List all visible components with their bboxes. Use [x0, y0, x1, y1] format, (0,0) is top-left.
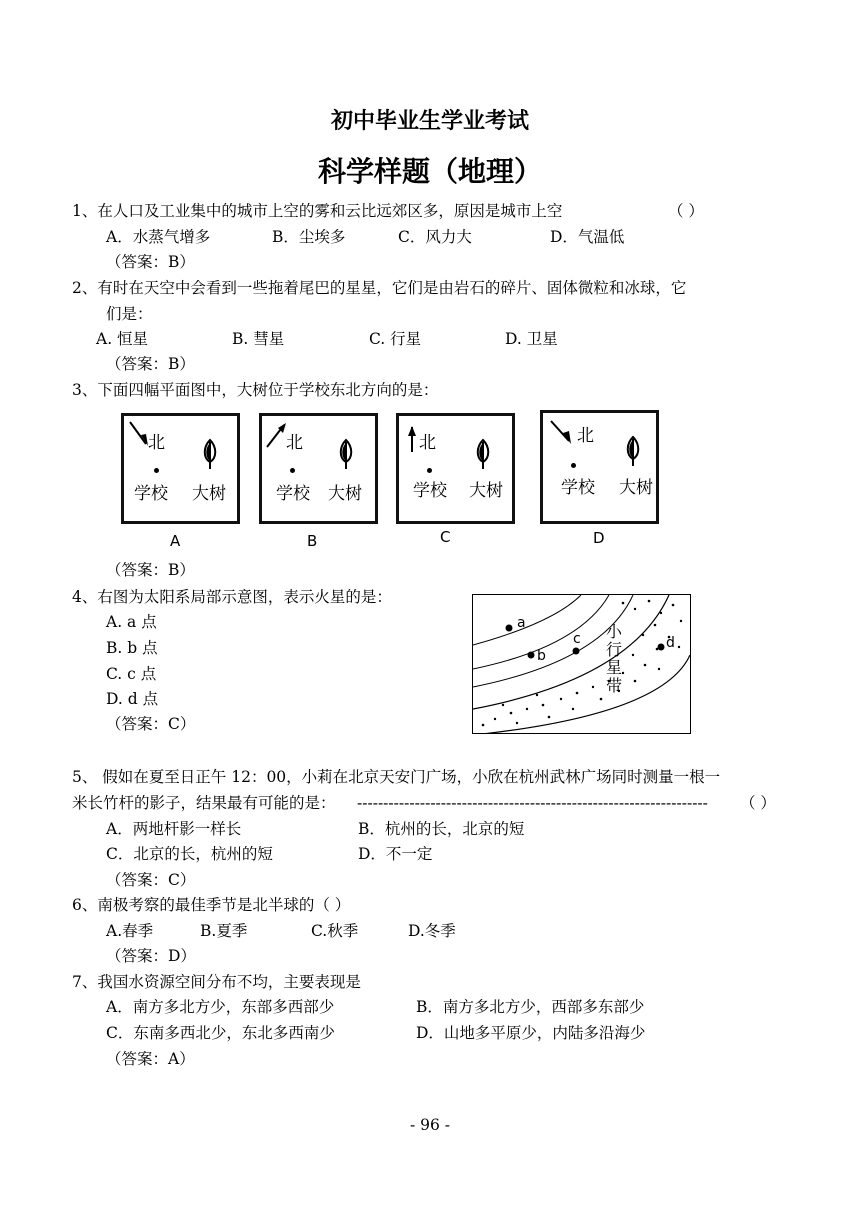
q6-answer: （答案：D） — [106, 947, 196, 965]
q6-option-c: C.秋季 — [311, 922, 359, 940]
north-label: 北 — [286, 433, 303, 453]
q5-option-c: C．北京的长，杭州的短 — [106, 845, 273, 863]
q2-stem-line2: 们是： — [106, 305, 153, 323]
school-dot — [290, 468, 295, 473]
tree-icon — [338, 438, 354, 470]
tree-icon — [475, 438, 491, 470]
q4-stem: 4、右图为太阳系局部示意图，表示火星的是： — [72, 588, 392, 606]
school-label: 学校 — [134, 484, 168, 504]
orbit-diagram — [473, 595, 690, 733]
q5-stem-line2: 米长竹杆的影子，结果最有可能的是： — [72, 794, 336, 812]
belt-outer-edge — [473, 655, 690, 733]
point-b-dot — [528, 652, 535, 659]
map-c — [396, 413, 515, 524]
map-c-caption: C — [440, 528, 451, 546]
q1-option-b: B．尘埃多 — [272, 228, 346, 246]
point-c-label: c — [573, 631, 581, 647]
point-d-dot — [658, 644, 665, 651]
compass-arrow-icon — [407, 424, 417, 454]
point-c-dot — [573, 648, 580, 655]
q3-stem: 3、下面四幅平面图中，大树位于学校东北方向的是： — [72, 381, 439, 399]
q5-option-a: A．两地杆影一样长 — [106, 820, 242, 838]
q1-answer-blank: （ ） — [668, 202, 704, 220]
q1-option-d: D．气温低 — [550, 228, 625, 246]
north-label: 北 — [577, 426, 594, 446]
q6-stem: 6、南极考察的最佳季节是北半球的（ ） — [72, 896, 351, 914]
q6-option-b: B.夏季 — [200, 922, 248, 940]
q7-option-a: A．南方多北方少，东部多西部少 — [106, 998, 335, 1016]
q5-answer: （答案：C） — [106, 871, 196, 889]
q1-option-a: A．水蒸气增多 — [106, 228, 211, 246]
q7-option-c: C．东南多西北少，东北多西南少 — [106, 1024, 335, 1042]
q7-stem: 7、我国水资源空间分布不均，主要表现是 — [72, 973, 361, 991]
tree-label: 大树 — [469, 481, 503, 501]
point-d-label: d — [666, 635, 675, 651]
compass-arrow-icon — [549, 419, 573, 447]
asteroid-belt-label: 小 行 星 带 — [606, 622, 623, 695]
q5-stem-line1: 5、 假如在夏至日正午 12：00，小莉在北京天安门广场，小欣在杭州武林广场同时测量一根一 — [72, 768, 721, 786]
point-a-dot — [506, 625, 513, 632]
map-d-caption: D — [593, 529, 605, 547]
q4-option-d: D. d 点 — [106, 690, 159, 708]
q2-option-a: A. 恒星 — [96, 330, 149, 348]
orbit-1 — [473, 595, 581, 645]
tree-icon — [625, 435, 641, 467]
q5-option-b: B．杭州的长，北京的短 — [358, 820, 525, 838]
exam-title: 初中毕业生学业考试 — [330, 108, 529, 134]
q7-answer: （答案：A） — [106, 1050, 195, 1068]
q5-option-d: D．不一定 — [358, 845, 433, 863]
school-label: 学校 — [276, 484, 310, 504]
q4-answer: （答案：C） — [106, 715, 196, 733]
q1-stem: 1、在人口及工业集中的城市上空的雾和云比远郊区多，原因是城市上空 — [72, 202, 563, 220]
north-label: 北 — [419, 433, 436, 453]
north-label: 北 — [148, 433, 165, 453]
school-dot — [427, 468, 432, 473]
school-dot — [154, 468, 159, 473]
q5-answer-blank: （ ） — [740, 794, 776, 812]
q2-option-c: C. 行星 — [369, 330, 422, 348]
map-a-caption: A — [170, 532, 181, 550]
q6-option-a: A.春季 — [106, 922, 154, 940]
q2-stem-line1: 2、有时在天空中会看到一些拖着尾巴的星星，它们是由岩石的碎片、固体微粒和冰球，它 — [72, 279, 687, 297]
q4-option-b: B. b 点 — [106, 639, 158, 657]
page-number: - 96 - — [409, 1116, 451, 1134]
q1-option-c: C．风力大 — [398, 228, 472, 246]
map-a — [121, 413, 240, 524]
tree-label: 大树 — [192, 484, 226, 504]
q4-option-c: C. c 点 — [106, 665, 157, 683]
belt-inner-edge — [473, 595, 669, 709]
compass-arrow-icon — [128, 420, 150, 448]
q7-option-d: D．山地多平原少，内陆多沿海少 — [416, 1024, 646, 1042]
q7-option-b: B．南方多北方少，西部多东部少 — [416, 998, 645, 1016]
tree-icon — [202, 438, 218, 470]
q1-answer: （答案：B） — [106, 253, 195, 271]
compass-arrow-icon — [264, 422, 288, 450]
tree-label: 大树 — [619, 478, 653, 498]
tree-label: 大树 — [328, 484, 362, 504]
exam-subtitle: 科学样题（地理） — [317, 155, 542, 188]
asteroid-speckles — [482, 600, 683, 727]
solar-system-figure — [472, 594, 691, 734]
map-d — [540, 410, 659, 524]
q5-dash-leader: ------------------------------------------------------------------- — [357, 794, 708, 812]
point-a-label: a — [517, 615, 526, 631]
q6-option-d: D.冬季 — [408, 922, 456, 940]
q2-option-b: B. 彗星 — [232, 330, 285, 348]
school-dot — [571, 463, 576, 468]
q4-option-a: A. a 点 — [106, 613, 157, 631]
school-label: 学校 — [561, 478, 595, 498]
q2-answer: （答案：B） — [106, 355, 195, 373]
map-b — [259, 413, 378, 524]
q2-option-d: D. 卫星 — [505, 330, 558, 348]
point-b-label: b — [537, 648, 546, 664]
q3-answer: （答案：B） — [106, 561, 195, 579]
map-b-caption: B — [307, 532, 318, 550]
school-label: 学校 — [413, 481, 447, 501]
